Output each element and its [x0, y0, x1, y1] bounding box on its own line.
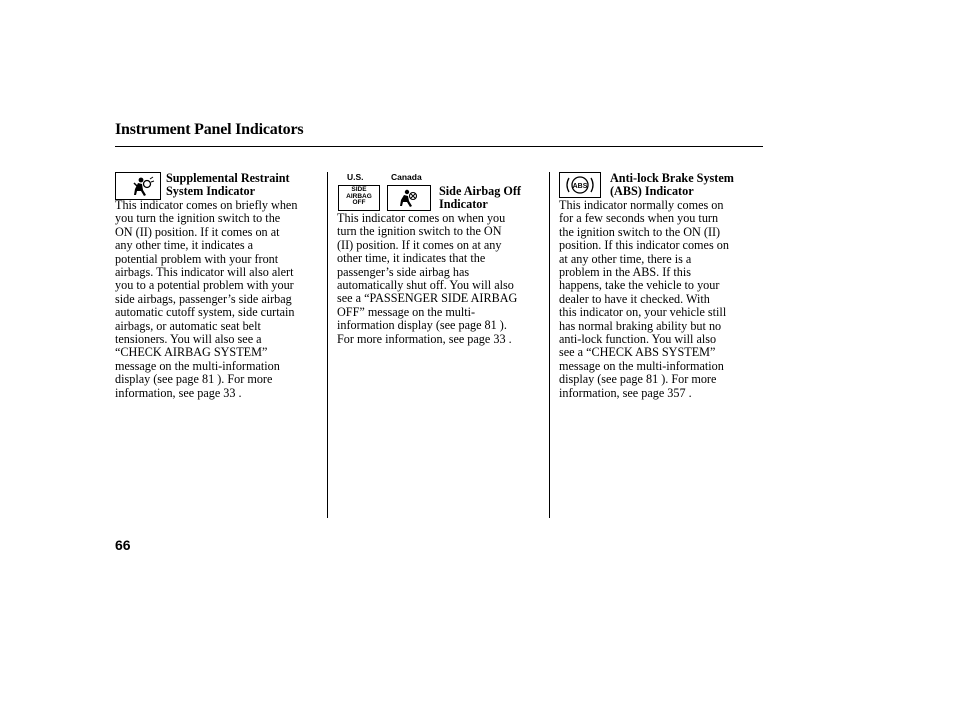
- sab-heading-line2: Indicator: [439, 197, 488, 212]
- body-line: information, see page 357 .: [559, 385, 692, 400]
- body-line: display (see page 81 ). For more: [115, 372, 273, 387]
- abs-icon: [559, 172, 601, 198]
- airbag-person-icon: [115, 172, 161, 200]
- body-line: information, see page 33 .: [115, 385, 242, 400]
- body-line: problem in the ABS. If this: [559, 265, 692, 280]
- srs-heading-line1: Supplemental Restraint: [166, 171, 290, 185]
- sab-body: [337, 212, 547, 346]
- body-line: see a “PASSENGER SIDE AIRBAG: [337, 291, 518, 306]
- icon-text-line: SIDE: [351, 186, 367, 193]
- srs-body: [115, 199, 325, 400]
- body-line: you turn the ignition switch to the: [115, 211, 281, 226]
- page-title: Instrument Panel Indicators: [115, 121, 304, 138]
- body-line: (II) position. If it comes on at any: [337, 237, 502, 252]
- body-line: This indicator comes on when you: [337, 211, 506, 225]
- sab-heading-line1: Side Airbag Off: [439, 184, 521, 198]
- body-line: automatic cutoff system, side curtain: [115, 305, 295, 320]
- body-line: for a few seconds when you turn: [559, 211, 719, 226]
- side-airbag-off-text-icon: [338, 185, 380, 211]
- body-line: see a “CHECK ABS SYSTEM”: [559, 345, 716, 360]
- body-line: happens, take the vehicle to your: [559, 278, 720, 293]
- body-line: This indicator normally comes on: [559, 198, 724, 212]
- body-line: OFF” message on the multi-: [337, 304, 476, 319]
- body-line: information display (see page 81 ).: [337, 318, 507, 333]
- abs-heading-line1: Anti-lock Brake System: [610, 171, 734, 185]
- column-divider-1: [327, 172, 328, 518]
- abs-heading-line2: (ABS) Indicator: [610, 184, 694, 199]
- body-line: turn the ignition switch to the ON: [337, 224, 502, 239]
- body-line: For more information, see page 33 .: [337, 331, 512, 346]
- body-line: airbags, or automatic seat belt: [115, 318, 261, 333]
- abs-body: [559, 199, 759, 400]
- region-label-us: U.S.: [347, 172, 364, 182]
- icon-text-line: AIRBAG: [346, 192, 372, 200]
- body-line: This indicator comes on briefly when: [115, 198, 298, 212]
- body-line: this indicator on, your vehicle still: [559, 305, 727, 320]
- column-divider-2: [549, 172, 550, 518]
- body-line: message on the multi-information: [115, 358, 280, 373]
- body-line: other time, it indicates that the: [337, 251, 486, 266]
- passenger-airbag-off-icon: [387, 185, 431, 211]
- body-line: position. If this indicator comes on: [559, 238, 729, 253]
- body-line: anti-lock function. You will also: [559, 332, 717, 347]
- srs-heading-line2: System Indicator: [166, 184, 256, 199]
- body-line: you to a potential problem with your: [115, 278, 294, 293]
- body-line: airbags. This indicator will also alert: [115, 265, 294, 280]
- body-line: “CHECK AIRBAG SYSTEM”: [115, 345, 268, 360]
- icon-text-line: OFF: [352, 199, 366, 207]
- body-line: tensioners. You will also see a: [115, 332, 262, 347]
- page-number: 66: [115, 537, 131, 553]
- body-line: display (see page 81 ). For more: [559, 372, 717, 387]
- body-line: potential problem with your front: [115, 251, 279, 266]
- title-rule: [115, 146, 763, 147]
- body-line: at any other time, there is a: [559, 251, 692, 266]
- body-line: dealer to have it checked. With: [559, 291, 710, 306]
- body-line: passenger’s side airbag has: [337, 264, 470, 279]
- abs-icon-text: ABS: [572, 183, 588, 190]
- body-line: message on the multi-information: [559, 358, 724, 373]
- body-line: ON (II) position. If it comes on at: [115, 224, 280, 239]
- body-line: automatically shut off. You will also: [337, 278, 514, 293]
- body-line: side airbags, passenger’s side airbag: [115, 291, 292, 306]
- body-line: has normal braking ability but no: [559, 318, 722, 333]
- body-line: the ignition switch to the ON (II): [559, 224, 721, 239]
- region-label-canada: Canada: [391, 172, 422, 182]
- body-line: any other time, it indicates a: [115, 238, 254, 253]
